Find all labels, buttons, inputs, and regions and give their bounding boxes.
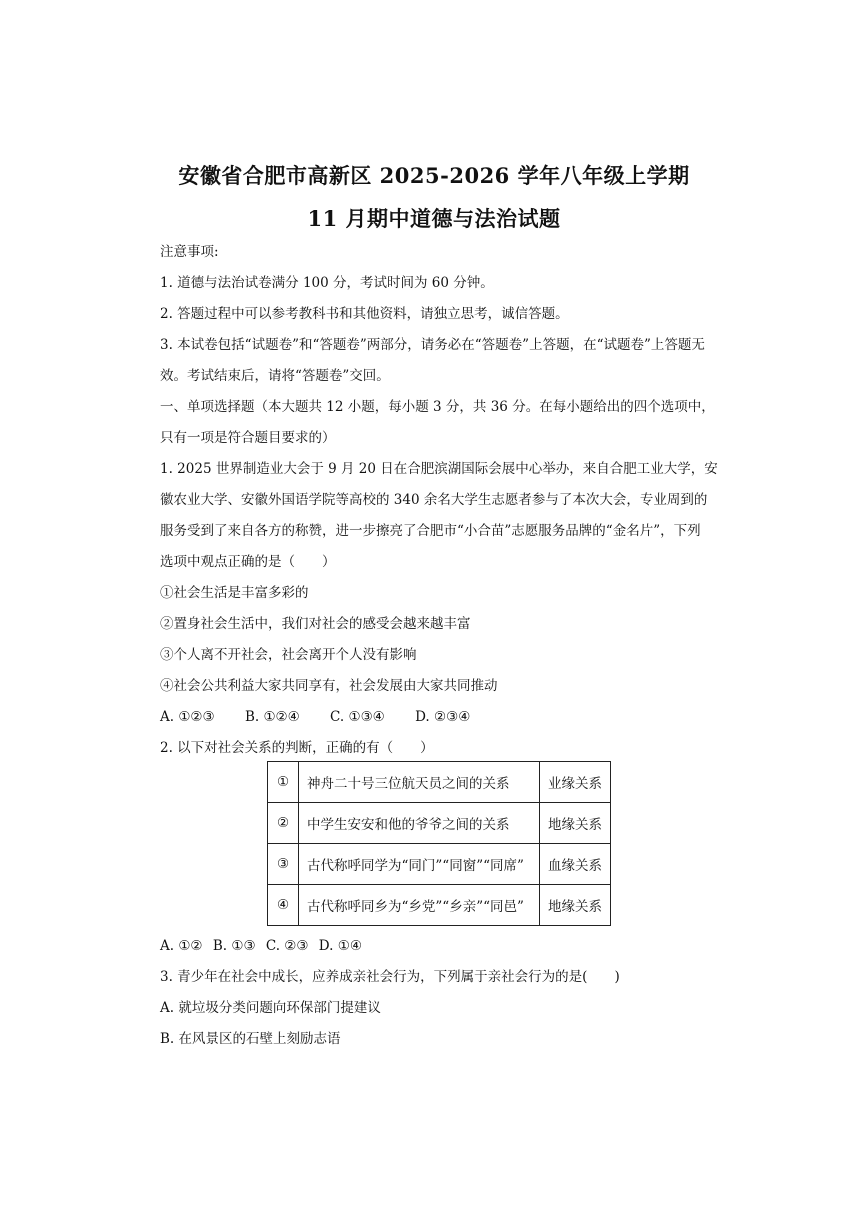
table-row xyxy=(268,844,611,885)
option-c[interactable]: C. ②③ xyxy=(265,938,309,954)
question-1-statement: ④社会公共利益大家共同享有，社会发展由大家共同推动 xyxy=(160,678,498,694)
option-d[interactable]: D. ②③④ xyxy=(415,709,471,725)
question-1-stem: 徽农业大学、安徽外国语学院等高校的 340 余名大学生志愿者参与了本次大会，专业周到的 xyxy=(160,492,708,508)
exam-title-line2: 11 月期中道德与法治试题 xyxy=(307,206,561,231)
question-2-options xyxy=(160,936,712,956)
row-number: ② xyxy=(268,803,299,844)
table-row xyxy=(268,803,611,844)
row-relation-type: 业缘关系 xyxy=(540,762,611,803)
option-a[interactable]: A. 就垃圾分类问题向环保部门提建议 xyxy=(160,1000,381,1016)
option-d[interactable]: D. ①④ xyxy=(318,938,362,954)
question-1-statement: ①社会生活是丰富多彩的 xyxy=(160,585,309,601)
option-a[interactable]: A. ①② xyxy=(160,938,203,954)
row-description: 古代称呼同乡为“乡党”“乡亲”“同邑” xyxy=(299,885,540,926)
notice-heading: 注意事项: xyxy=(160,244,219,260)
question-3-stem: 3. 青少年在社会中成长，应养成亲社会行为，下列属于亲社会行为的是( ) xyxy=(160,969,620,985)
question-1-stem: 1. 2025 世界制造业大会于 9 月 20 日在合肥滨湖国际会展中心举办，来自合肥工业大学，安 xyxy=(160,461,718,477)
notice-item: 3. 本试卷包括“试题卷”和“答题卷”两部分，请务必在“答题卷”上答题，在“试题卷”上答题无 xyxy=(160,337,705,353)
option-b[interactable]: B. ①②④ xyxy=(244,709,300,725)
relation-table xyxy=(267,761,611,926)
row-description: 神舟二十号三位航天员之间的关系 xyxy=(299,762,540,803)
section-heading: 一、单项选择题（本大题共 12 小题，每小题 3 分，共 36 分。在每小题给出的四个选项中， xyxy=(160,399,715,415)
notice-item: 效。考试结束后，请将“答题卷”交回。 xyxy=(160,368,390,384)
question-1-options xyxy=(160,707,712,727)
exam-title-line1: 安徽省合肥市高新区 2025-2026 学年八年级上学期 xyxy=(178,163,690,188)
question-1-statement: ③个人离不开社会，社会离开个人没有影响 xyxy=(160,647,417,663)
notice-item: 1. 道德与法治试卷满分 100 分，考试时间为 60 分钟。 xyxy=(160,275,494,291)
option-b[interactable]: B. 在风景区的石壁上刻励志语 xyxy=(160,1031,341,1047)
option-c[interactable]: C. ①③④ xyxy=(330,709,385,725)
row-number: ④ xyxy=(268,885,299,926)
table-row xyxy=(268,762,611,803)
section-heading-cont: 只有一项是符合题目要求的） xyxy=(160,430,336,446)
question-1-statement: ②置身社会生活中，我们对社会的感受会越来越丰富 xyxy=(160,616,471,632)
option-a[interactable]: A. ①②③ xyxy=(160,709,215,725)
notice-item: 2. 答题过程中可以参考教科书和其他资料，请独立思考，诚信答题。 xyxy=(160,306,569,322)
question-1-stem: 服务受到了来自各方的称赞，进一步擦亮了合肥市“小合苗”志愿服务品牌的“金名片”，下列 xyxy=(160,523,701,539)
question-1-stem: 选项中观点正确的是（ ） xyxy=(160,554,336,570)
row-description: 古代称呼同学为“同门”“同窗”“同席” xyxy=(299,844,540,885)
row-relation-type: 血缘关系 xyxy=(540,844,611,885)
row-relation-type: 地缘关系 xyxy=(540,803,611,844)
row-relation-type: 地缘关系 xyxy=(540,885,611,926)
row-number: ① xyxy=(268,762,299,803)
question-2-stem: 2. 以下对社会关系的判断，正确的有（ ） xyxy=(160,740,434,756)
row-number: ③ xyxy=(268,844,299,885)
table-row xyxy=(268,885,611,926)
option-b[interactable]: B. ①③ xyxy=(212,938,256,954)
row-description: 中学生安安和他的爷爷之间的关系 xyxy=(299,803,540,844)
